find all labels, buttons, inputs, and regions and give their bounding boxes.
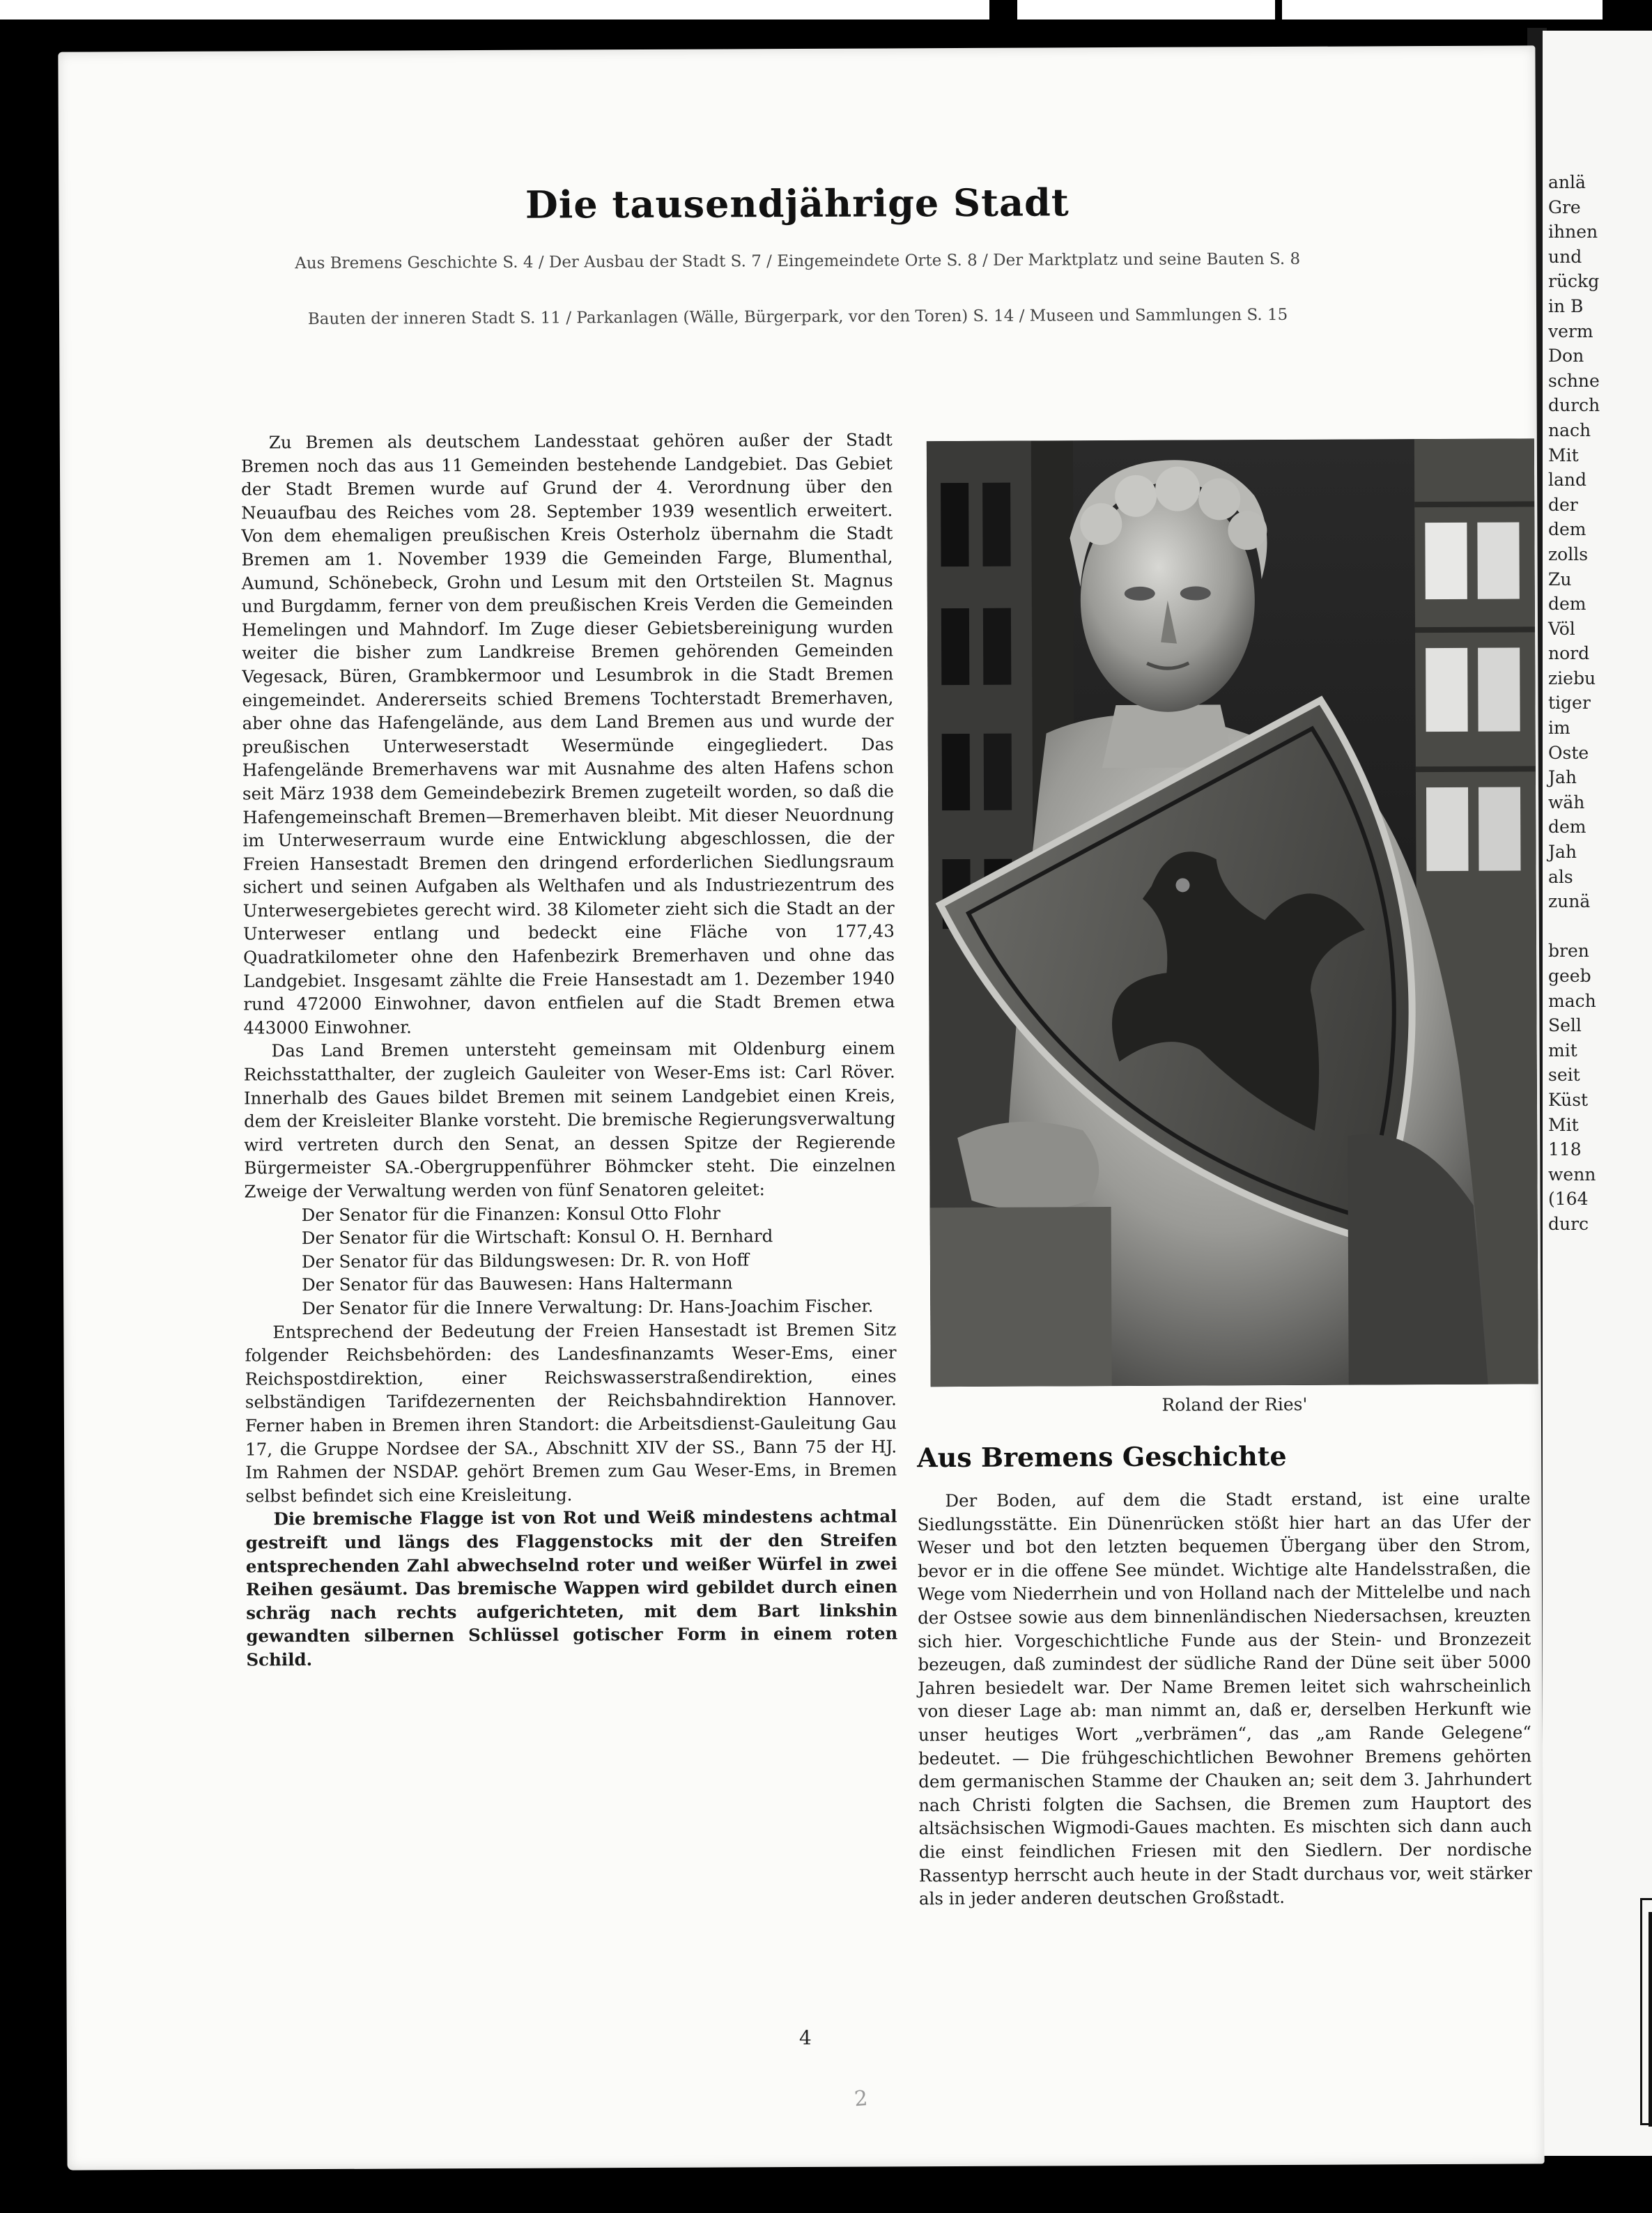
facing-page-line: Oste — [1548, 742, 1589, 763]
facing-page-line: mit — [1548, 1040, 1577, 1061]
facing-page-line: Sell — [1548, 1015, 1582, 1036]
paragraph-administration: Das Land Bremen untersteht gemeinsam mit Oldenburg einem Reichsstatthalter, der zugleich Gauleiter von Weser-Ems ist: Carl Röver. Innerhalb des Gaues bildet Bremen mit seinem Landgebiet einen Kreis, dem der Kreisleiter Blanke vorsteht. Die bremische Regierungsverwaltung wird vertreten durch den Senat, an dessen Spitze der Regierende Bürgermeister SA.-Obergruppenführer Böhmcker steht. Die einzelnen Zweige der Verwaltung werden von fünf Senatoren geleitet: — [243, 1038, 896, 1202]
roland-statue-photo — [927, 438, 1538, 1387]
senator-item: Der Senator für das Bauwesen: Hans Haltermann — [302, 1272, 733, 1295]
facing-page-line: Jah — [1548, 842, 1577, 863]
paragraph-territory: Zu Bremen als deutschem Landesstaat gehören außer der Stadt Bremen noch das aus 11 Gemeinden bestehende Landgebiet. Das Gebiet der Stadt Bremen wurde auf Grund der 4. Verordnung über den Neuaufbau des Reiches vom 28. September 1939 wesentlich erweitert. Von dem ehemaligen preußischen Kreis Osterholz übernahm die Stadt Bremen am 1. November 1939 die Gemeinden Farge, Blumenthal, Aumund, Schönebeck, Grohn und Lesum mit den Ortsteilen St. Magnus und Burgdamm, ferner von dem preußischen Kreis Verden die Gemeinden Hemelingen und Mahndorf. Im Zuge dieser Gebietsbereinigung wurden weiter die bisher zum Landkreise Bremen gehörenden Gemeinden Vegesack, Büren, Grambkermoor und Lesumbrok in die Stadt Bremen eingemeindet. Andererseits schied Bremens Tochterstadt Bremerhaven, aber ohne das Hafengelände, aus dem Land Bremen aus und wurde der preußischen Unterweserstadt Wesermünde eingegliedert. Das Hafengelände Bremerhavens war mit Ausnahme des alten Hafens schon seit März 1938 dem Gemeindebezirk Bremen zugeteilt worden, so daß die Hafengemeinschaft Bremen—Bremerhaven bleibt. Mit dieser Neuordnung im Unterweserraum wurde eine Entwicklung abgeschlossen, die der Freien Hansestadt Bremen den dringend erforderlichen Siedlungsraum sichert und seinen Aufgaben als Welthafen und als Industriezentrum des Unterwesergebietes gerecht wird. 38 Kilometer zieht sich die Stadt an der Unterweser entlang und bedeckt eine Fläche von 177,43 Quadratkilometer ohne den Hafenbezirk Bremerhaven und ohne das Landgebiet. Insgesamt zählte die Freie Hansestadt am 1. Dezember 1940 rund 472000 Einwohner, davon entfielen auf die Stadt Bremen etwa 443000 Einwohner. — [240, 429, 895, 1038]
left-text-column — [241, 428, 898, 1672]
senator-item: Der Senator für das Bildungswesen: Dr. R. von Hoff — [301, 1249, 749, 1272]
facing-page-line: durc — [1548, 1213, 1589, 1234]
right-text-column — [917, 1486, 1532, 1911]
page-number: 4 — [798, 2026, 812, 2050]
facing-page-line: ihnen — [1548, 222, 1598, 242]
facing-page-line: Jah — [1548, 767, 1577, 788]
facing-page-line: als — [1548, 866, 1573, 887]
book-page — [58, 45, 1544, 2170]
section-heading: Aus Bremens Geschichte — [917, 1440, 1287, 1474]
facing-page-line: 118 — [1548, 1139, 1582, 1160]
facing-page-line: wenn — [1548, 1164, 1596, 1185]
facing-page-line: mach — [1548, 990, 1596, 1011]
facing-page-line: land — [1548, 470, 1587, 491]
senator-list — [245, 1201, 897, 1320]
senator-item: Der Senator für die Finanzen: Konsul Otto Flohr — [301, 1203, 721, 1225]
facing-page-line: nach — [1548, 419, 1591, 440]
facing-page-line: im — [1548, 718, 1570, 739]
facing-page-line: verm — [1548, 321, 1593, 341]
margin-pencil-mark: 2 — [853, 2085, 869, 2112]
paragraph-authorities: Entsprechend der Bedeutung der Freien Hansestadt ist Bremen Sitz folgender Reichsbehörden: des Landesfinanzamts Weser-Ems, einer Reichspostdirektion, einer Reichswasserstraßendirektion, eines selbständigen Tarifdezernenten der Reichsbahndirektion Hannover. Ferner haben in Bremen ihren Standort: die Arbeitsdienst-Gauleitung Gau 17, die Gruppe Nordsee der SA., Abschnitt XIV der SS., Bann 75 der HJ. Im Rahmen der NSDAP. gehört Bremen zum Gau Weser-Ems, in Bremen selbst befindet sich eine Kreisleitung. — [245, 1318, 897, 1506]
facing-page-line: durch — [1548, 395, 1600, 416]
table-of-contents-line-1: Aus Bremens Geschichte S. 4 / Der Ausbau der Stadt S. 7 / Eingemeindete Orte S. 8 / Der Marktplatz und seine Bauten S. 8 — [295, 249, 1301, 273]
facing-page-line: rückg — [1548, 271, 1600, 292]
facing-page-line: wäh — [1548, 792, 1585, 812]
facing-page-line: schne — [1548, 370, 1600, 391]
facing-page-frame-inner — [1649, 1912, 1652, 2127]
facing-page-line: dem — [1548, 519, 1587, 540]
facing-page-line: zolls — [1548, 543, 1589, 564]
paragraph-history: Der Boden, auf dem die Stadt erstand, ist eine uralte Siedlungsstätte. Ein Dünenrücken stößt hier hart an das Ufer der Weser und bot den letzten bequemen Übergang über den Strom, bevor er in die offene See mündet. Wichtige alte Handelsstraßen, die Wege vom Niederrhein und von Holland nach der Mittelelbe und nach der Ostsee sowie aus dem binnenländischen Niedersachsen, kreuzten sich hier. Vorgeschichtliche Funde aus der Stein- und Bronzezeit bezeugen, daß zumindest der südliche Rand der Düne seit über 5000 Jahren besiedelt war. Der Name Bremen leitet sich wahrscheinlich von dieser Lage ab: man nimmt an, daß er, derselben Herkunft wie unser heutiges Wort „verbrämen“, das „am Rande Gelegene“ bedeutet. — Die frühgeschichtlichen Bewohner Bremens gehörten dem germanischen Stamme der Chauken an; seit dem 3. Jahrhundert nach Christi folgten die Sachsen, die Bremen zum Hauptort des altsächsischen Wigmodi-Gaues machten. Es mischten sich dann auch die einst feindlichen Friesen mit den Siedlern. Der nordische Rassentyp herrscht auch heute in der Stadt durchaus vor, weit stärker als in jeder anderen deutschen Großstadt. — [917, 1488, 1532, 1909]
paragraph-flag-and-arms: Die bremische Flagge ist von Rot und Weiß mindestens achtmal gestreift und längs des Flaggenstocks mit der den Streifen entsprechenden Zahl abwechselnd roter und weißer Würfel in zwei Reihen gesäumt. Das bremische Wappen wird gebildet durch einen schräg nach rechts aufgerichteten, mit dem Bart linkshin gewandten silbernen Schlüssel gotischer Form in einem roten Schild. — [245, 1506, 898, 1670]
facing-page-line: dem — [1548, 594, 1587, 615]
photo-caption: Roland der Ries' — [1161, 1394, 1308, 1415]
facing-page-line: (164 — [1548, 1189, 1589, 1210]
scan-top-strip — [0, 0, 1652, 20]
facing-page-line: Küst — [1548, 1089, 1589, 1110]
facing-page-line: anlä — [1548, 172, 1586, 192]
page-title: Die tausendjährige Stadt — [525, 180, 1070, 227]
facing-page-line — [1548, 914, 1600, 939]
facing-page-line: Gre — [1548, 196, 1581, 217]
facing-page-line: tiger — [1548, 693, 1591, 714]
senator-item: Der Senator für die Wirtschaft: Konsul O. H. Bernhard — [301, 1226, 773, 1249]
senator-item: Der Senator für die Innere Verwaltung: Dr. Hans-Joachim Fischer. — [302, 1295, 874, 1319]
facing-page-line: Mit — [1548, 1114, 1579, 1135]
facing-page-line: bren — [1548, 941, 1589, 962]
facing-page-line: Völ — [1548, 618, 1575, 639]
table-of-contents-line-2: Bauten der inneren Stadt S. 11 / Parkanlagen (Wälle, Bürgerpark, vor den Toren) S. 14 / Museen und Sammlungen S. 15 — [307, 305, 1288, 329]
facing-page-line: zunä — [1548, 891, 1591, 912]
facing-page-line: nord — [1548, 643, 1590, 664]
facing-page-text — [1548, 170, 1600, 1237]
facing-page-line: Mit — [1548, 445, 1579, 465]
facing-page-line: Zu — [1548, 569, 1572, 589]
facing-page-line: seit — [1548, 1065, 1580, 1086]
facing-page-line: und — [1548, 246, 1582, 267]
facing-page-line: ziebu — [1548, 668, 1596, 688]
facing-page-line: geeb — [1548, 966, 1591, 986]
facing-page-line: in B — [1548, 295, 1584, 316]
facing-page-line: der — [1548, 494, 1578, 515]
facing-page-line: dem — [1548, 817, 1587, 838]
facing-page-line: Don — [1548, 346, 1584, 367]
facing-page — [1543, 31, 1652, 2156]
